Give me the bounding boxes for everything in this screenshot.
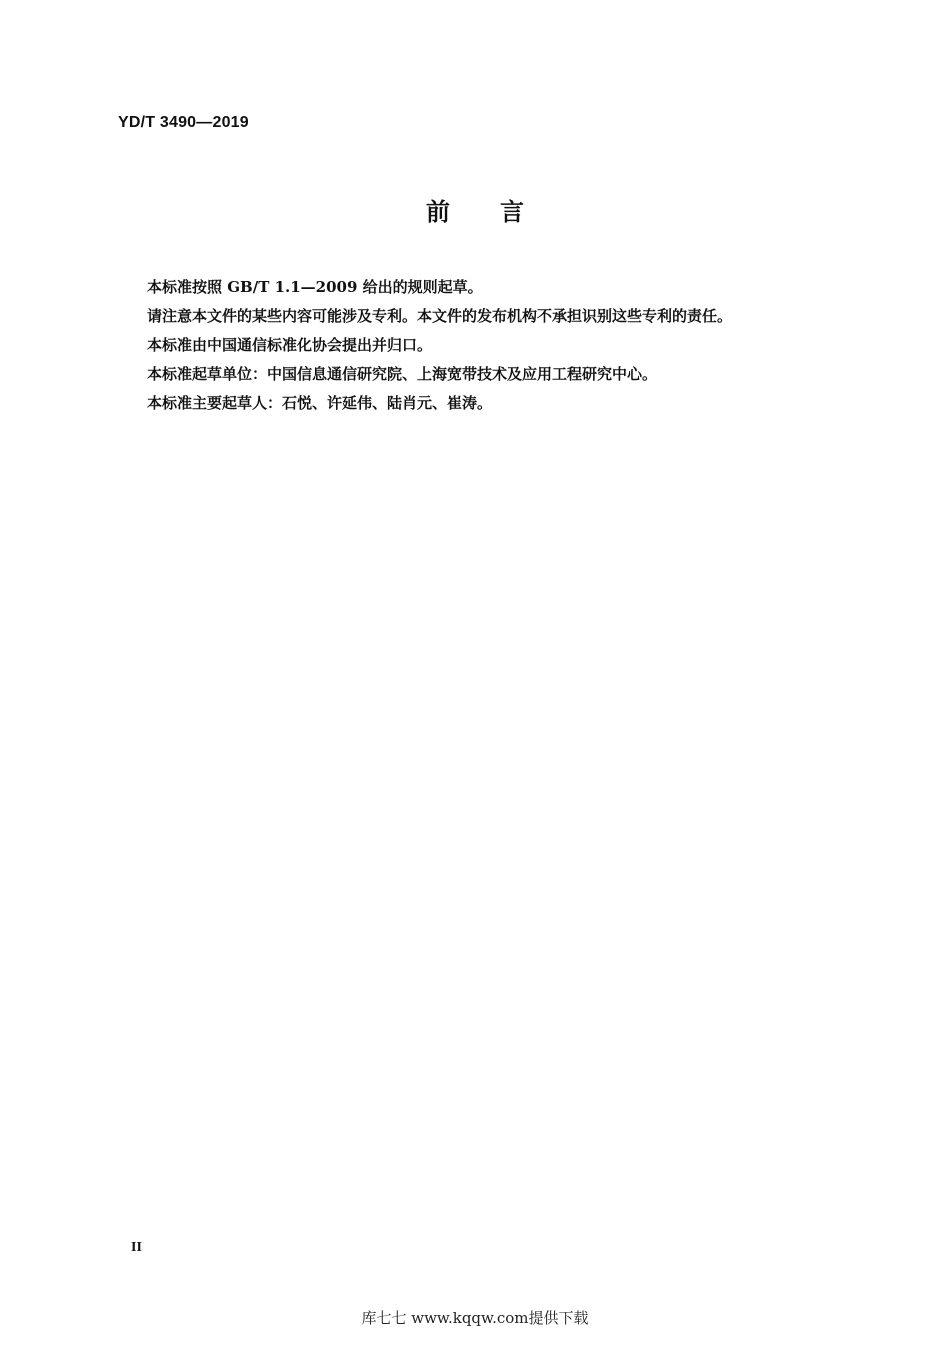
- paragraph-drafting-rules: 本标准按照 GB/T 1.1—2009 给出的规则起草。: [147, 278, 483, 296]
- page-number: II: [131, 1240, 142, 1255]
- foreword-body: [147, 276, 847, 421]
- standard-code: YD/T 3490—2019: [118, 114, 249, 131]
- download-source-note: 库七七 www.kqqw.com提供下载: [361, 1309, 589, 1327]
- paragraph-drafting-units: 本标准起草单位：中国信息通信研究院、上海宽带技术及应用工程研究中心。: [147, 365, 658, 383]
- page-title: 前言: [426, 198, 574, 226]
- paragraph-proposer: 本标准由中国通信标准化协会提出并归口。: [147, 336, 433, 354]
- paragraph-drafters: 本标准主要起草人：石悦、许延伟、陆肖元、崔涛。: [147, 394, 493, 412]
- paragraph-patent-notice: 请注意本文件的某些内容可能涉及专利。本文件的发布机构不承担识别这些专利的责任。: [147, 307, 733, 325]
